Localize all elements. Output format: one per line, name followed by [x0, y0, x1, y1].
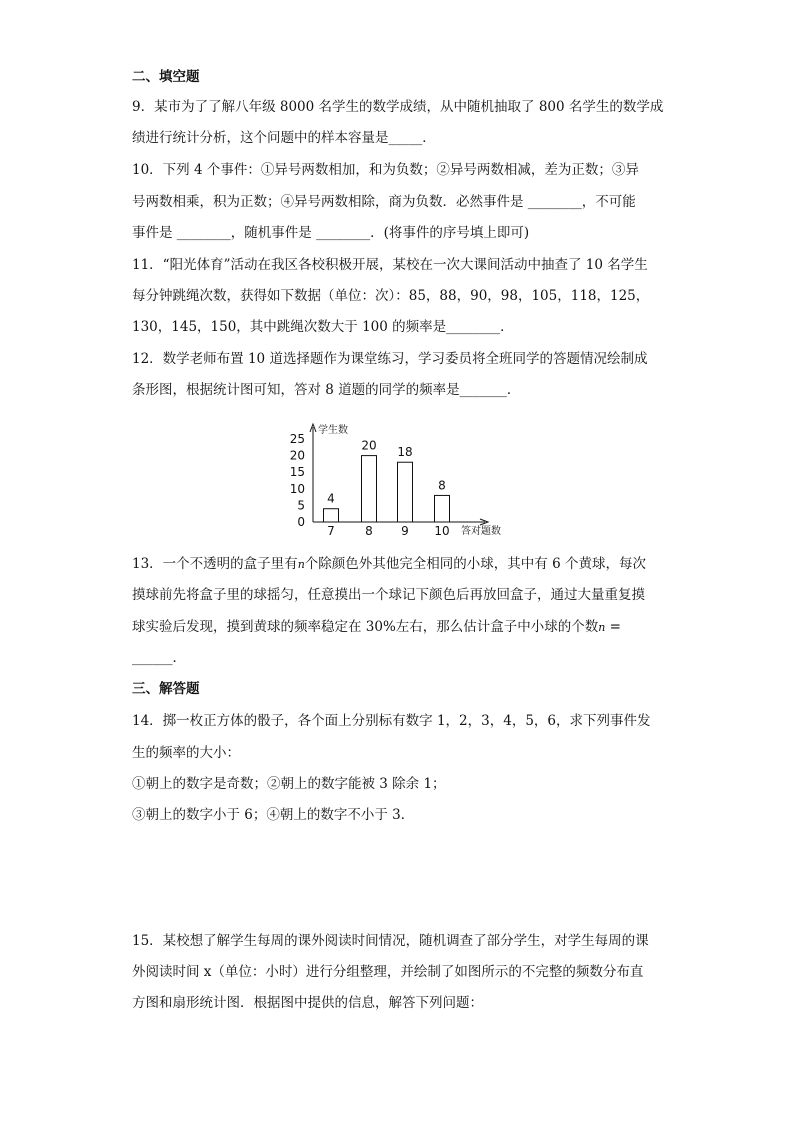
q12-line-2: 条形图，根据统计图可知，答对 8 道题的同学的频率是_______． [132, 382, 521, 398]
bar-9 [398, 462, 413, 522]
bar-value-label: 18 [397, 445, 413, 460]
y-tick-label: 10 [289, 481, 305, 496]
x-tick-label: 9 [401, 524, 409, 538]
q11-line-1: 11．“阳光体育”活动在我区各校积极开展，某校在一次大课间活动中抽查了 10 名学生 [132, 257, 648, 273]
bar-value-labels [327, 439, 446, 506]
bar-value-label: 20 [361, 438, 377, 453]
x-axis-label: 答对题数 [461, 526, 501, 537]
q9-line-2: 绩进行统计分析，这个问题中的样本容量是_____． [132, 130, 436, 146]
q14-line-4: ③朝上的数字小于 6；④朝上的数字不小于 3． [132, 807, 415, 823]
q13-line-3-end: = [605, 619, 621, 635]
q11-line-3: 130，145，150，其中跳绳次数大于 100 的频率是________． [132, 319, 514, 335]
y-tick-label: 25 [289, 432, 305, 446]
q10-line-2: 号两数相乘，积为正数；④异号两数相除，商为负数．必然事件是 ________，不可能 [132, 194, 636, 210]
y-tick-label: 20 [289, 448, 305, 463]
q13-variable-n-2: n [598, 621, 606, 634]
q15-line-2: 外阅读时间 x（单位：小时）进行分组整理，并绘制了如图所示的不完整的频数分布直 [132, 964, 644, 980]
q12-line-1: 12．数学老师布置 10 道选择题作为课堂练习，学习委员将全班同学的答题情况绘制成 [132, 351, 648, 367]
bar-7 [324, 509, 339, 522]
q11-line-2: 每分钟跳绳次数，获得如下数据（单位：次）：85，88，90，98，105，118，125， [132, 288, 650, 304]
q13-line-1 [132, 555, 646, 574]
y-tick-labels [290, 432, 305, 529]
q14-line-1: 14．掷一枚正方体的骰子，各个面上分别标有数字 1，2，3，4，5，6，求下列事件发 [132, 713, 651, 729]
bar-chart [283, 418, 523, 540]
bars [324, 456, 450, 522]
bar-value-label: 4 [327, 491, 335, 506]
section-heading-answer: 三、解答题 [132, 681, 200, 697]
bar-10 [435, 495, 450, 522]
q13-line-1-end: 个除颜色外其他完全相同的小球，其中有 6 个黄球，每次 [304, 556, 646, 572]
section-heading-fill-blank: 二、填空题 [132, 69, 200, 85]
bar-value-label: 8 [438, 478, 446, 493]
y-tick-label: 0 [297, 515, 305, 529]
q13-line-4: ______． [132, 650, 186, 666]
x-tick-labels [327, 524, 449, 538]
x-tick-label: 8 [365, 524, 373, 538]
x-tick-label: 7 [327, 524, 335, 538]
q15-line-3: 方图和扇形统计图．根据图中提供的信息，解答下列问题： [132, 995, 483, 1011]
x-tick-label: 10 [434, 524, 450, 538]
bar-8 [362, 456, 377, 522]
q14-line-2: 生的频率的大小： [132, 745, 240, 761]
y-tick-label: 5 [297, 498, 305, 513]
q13-line-2: 摸球前先将盒子里的球摇匀，任意摸出一个球记下颜色后再放回盒子，通过大量重复摸 [132, 587, 645, 603]
q13-line-3 [132, 618, 621, 637]
q10-line-1: 10．下列 4 个事件：①异号两数相加，和为负数；②异号两数相减，差为正数；③异 [132, 162, 639, 178]
q9-line-1: 9．某市为了了解八年级 8000 名学生的数学成绩，从中随机抽取了 800 名学生的数学成 [132, 99, 664, 115]
q10-line-3: 事件是 ________，随机事件是 ________．(将事件的序号填上即可) [132, 225, 530, 241]
q13-line-3-start: 球实验后发现，摸到黄球的频率稳定在 30%左右，那么估计盒子中小球的个数 [132, 619, 599, 635]
q15-line-1: 15．某校想了解学生每周的课外阅读时间情况，随机调查了部分学生，对学生每周的课 [132, 933, 649, 949]
q14-line-3: ①朝上的数字是奇数；②朝上的数字能被 3 除余 1； [132, 776, 446, 792]
y-axis-label: 学生数 [318, 425, 348, 436]
q13-variable-n: n [297, 558, 305, 571]
y-tick-label: 15 [289, 465, 305, 480]
q13-line-1-start: 13．一个不透明的盒子里有 [132, 556, 298, 572]
